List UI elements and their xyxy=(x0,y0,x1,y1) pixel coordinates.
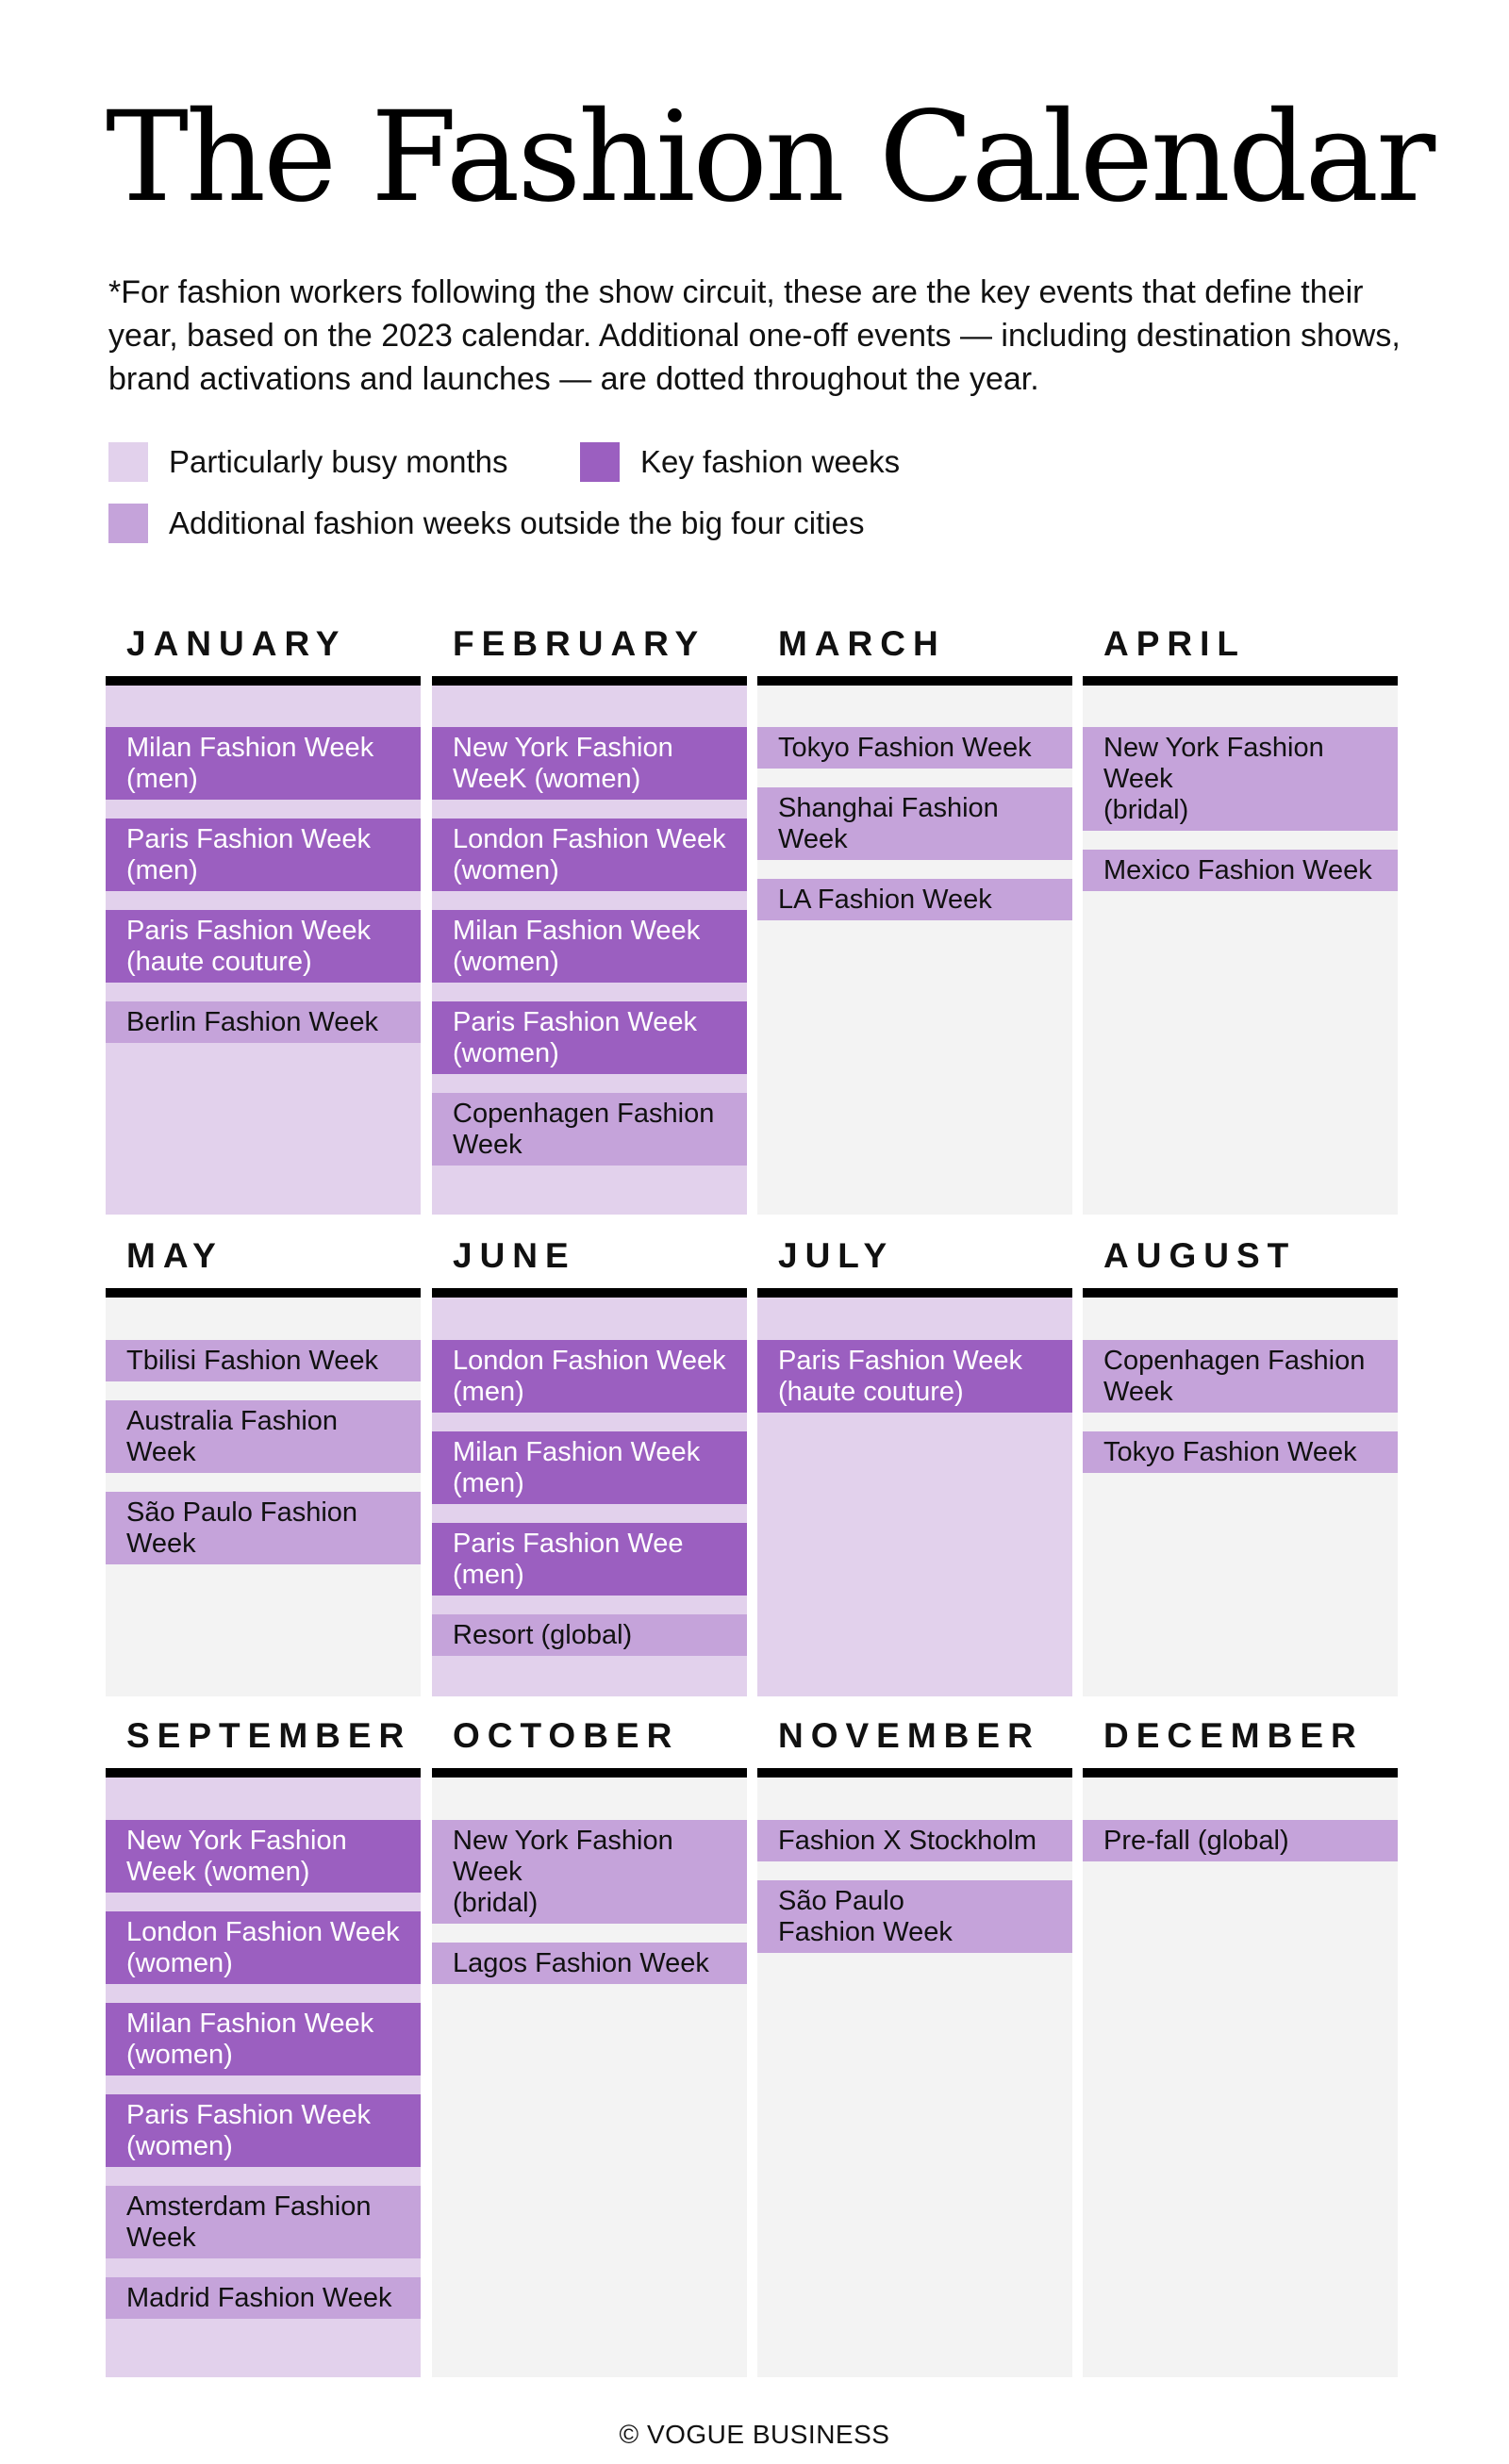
event-label: Fashion X Stockholm xyxy=(778,1826,1037,1856)
key-fashion-week xyxy=(432,910,747,983)
legend-busy xyxy=(108,443,507,481)
key-fashion-week xyxy=(106,819,421,891)
legend-busy-label: Particularly busy months xyxy=(169,444,508,479)
month-march xyxy=(757,624,1072,1215)
month-title: NOVEMBER xyxy=(778,1716,1040,1755)
month-may xyxy=(106,1236,421,1696)
event-label: London Fashion Week (women) xyxy=(453,824,726,885)
key-fashion-week xyxy=(432,1523,747,1596)
additional-fashion-week xyxy=(106,1492,421,1564)
event-label: Milan Fashion Week (women) xyxy=(126,2009,374,2070)
month-body xyxy=(106,1778,421,2377)
month-title: JUNE xyxy=(453,1236,576,1275)
key-fashion-week xyxy=(106,1911,421,1984)
legend-key-label: Key fashion weeks xyxy=(640,444,901,479)
key-fashion-week xyxy=(106,727,421,800)
month-body xyxy=(432,1298,747,1696)
month-title: AUGUST xyxy=(1103,1236,1297,1275)
key-fashion-week xyxy=(432,819,747,891)
month-title: JULY xyxy=(778,1236,895,1275)
legend-additional-label: Additional fashion weeks outside the big four cities xyxy=(169,505,865,540)
event-label: Pre-fall (global) xyxy=(1103,1826,1289,1856)
key-fashion-week xyxy=(106,2094,421,2167)
month-august xyxy=(1083,1236,1398,1696)
intro-text: *For fashion workers following the show circuit, these are the key events that define their year, based on the 2023 calendar. Additional one-off events — including destination shows, brand activations and launches — are dotted throughout the year. xyxy=(108,274,1401,397)
event-list xyxy=(106,727,421,1062)
event-label: London Fashion Week (women) xyxy=(126,1917,400,1978)
additional-fashion-week xyxy=(757,1880,1072,1953)
event-label: New York Fashion Week (bridal) xyxy=(453,1826,673,1918)
month-title: OCTOBER xyxy=(453,1716,680,1755)
legend-additional-swatch xyxy=(108,504,148,543)
month-rule xyxy=(432,676,747,686)
event-label: Resort (global) xyxy=(453,1620,633,1650)
month-rule xyxy=(106,1288,421,1298)
event-label: New York Fashion WeeK (women) xyxy=(453,733,673,794)
event-list xyxy=(432,727,747,1184)
month-body xyxy=(1083,686,1398,1215)
page-title: The Fashion Calendar xyxy=(106,85,1434,230)
month-june xyxy=(432,1236,747,1696)
month-rule xyxy=(1083,1288,1398,1298)
month-body xyxy=(432,1778,747,2377)
event-list xyxy=(106,1820,421,2338)
event-label: Amsterdam Fashion Week xyxy=(126,2191,372,2253)
month-rule xyxy=(757,1288,1072,1298)
event-label: Milan Fashion Week (women) xyxy=(453,916,701,977)
month-april xyxy=(1083,624,1398,1215)
additional-fashion-week xyxy=(106,1400,421,1473)
event-label: Copenhagen Fashion Week xyxy=(1103,1346,1366,1407)
legend-busy-swatch xyxy=(108,442,148,482)
additional-fashion-week xyxy=(432,1093,747,1166)
month-title: JANUARY xyxy=(126,624,347,663)
event-label: Berlin Fashion Week xyxy=(126,1007,379,1037)
month-body xyxy=(757,1778,1072,2377)
month-september xyxy=(106,1716,421,2377)
event-list xyxy=(757,727,1072,939)
month-title: DECEMBER xyxy=(1103,1716,1364,1755)
key-fashion-week xyxy=(106,1820,421,1893)
month-rule xyxy=(106,676,421,686)
event-list xyxy=(1083,1340,1398,1492)
additional-fashion-week xyxy=(757,879,1072,920)
legend-key xyxy=(580,443,900,481)
month-body xyxy=(757,1298,1072,1696)
month-july xyxy=(757,1236,1072,1696)
event-label: London Fashion Week (men) xyxy=(453,1346,726,1407)
event-list xyxy=(106,1340,421,1583)
additional-fashion-week xyxy=(106,1340,421,1381)
month-rule xyxy=(106,1768,421,1778)
key-fashion-week xyxy=(432,1001,747,1074)
event-label: LA Fashion Week xyxy=(778,885,992,915)
month-title: FEBRUARY xyxy=(453,624,706,663)
key-fashion-week xyxy=(432,1340,747,1413)
month-february xyxy=(432,624,747,1215)
month-november xyxy=(757,1716,1072,2377)
legend-additional xyxy=(108,504,864,542)
event-label: Tokyo Fashion Week xyxy=(1103,1437,1357,1467)
event-list xyxy=(757,1340,1072,1431)
event-label: New York Fashion Week (bridal) xyxy=(1103,733,1324,825)
additional-fashion-week xyxy=(757,727,1072,769)
event-label: Paris Fashion Week (haute couture) xyxy=(778,1346,1022,1407)
month-title: MAY xyxy=(126,1236,224,1275)
month-body xyxy=(432,686,747,1215)
key-fashion-week xyxy=(432,1431,747,1504)
event-list xyxy=(1083,727,1398,910)
additional-fashion-week xyxy=(432,1614,747,1656)
month-rule xyxy=(757,676,1072,686)
event-label: Australia Fashion Week xyxy=(126,1406,339,1467)
event-label: Tbilisi Fashion Week xyxy=(126,1346,379,1376)
event-list xyxy=(757,1820,1072,1972)
month-body xyxy=(757,686,1072,1215)
additional-fashion-week xyxy=(106,2186,421,2258)
event-label: New York Fashion Week (women) xyxy=(126,1826,347,1887)
key-fashion-week xyxy=(757,1340,1072,1413)
additional-fashion-week xyxy=(1083,850,1398,891)
month-body xyxy=(106,686,421,1215)
key-fashion-week xyxy=(106,910,421,983)
footer-credit: © VOGUE BUSINESS xyxy=(619,2420,890,2449)
event-label: Copenhagen Fashion Week xyxy=(453,1099,715,1160)
additional-fashion-week xyxy=(757,1820,1072,1861)
event-list xyxy=(1083,1820,1398,1880)
month-october xyxy=(432,1716,747,2377)
additional-fashion-week xyxy=(1083,1820,1398,1861)
additional-fashion-week xyxy=(432,1820,747,1924)
event-list xyxy=(432,1340,747,1675)
event-label: São Paulo Fashion Week xyxy=(778,1886,953,1947)
event-list xyxy=(432,1820,747,2003)
month-body xyxy=(106,1298,421,1696)
additional-fashion-week xyxy=(1083,727,1398,831)
month-rule xyxy=(1083,1768,1398,1778)
month-rule xyxy=(432,1288,747,1298)
event-label: Tokyo Fashion Week xyxy=(778,733,1032,763)
event-label: Paris Fashion Wee (men) xyxy=(453,1529,684,1590)
event-label: Shanghai Fashion Week xyxy=(778,793,999,854)
month-title: MARCH xyxy=(778,624,946,663)
event-label: Paris Fashion Week (women) xyxy=(453,1007,697,1068)
event-label: Paris Fashion Week (men) xyxy=(126,824,371,885)
key-fashion-week xyxy=(432,727,747,800)
additional-fashion-week xyxy=(1083,1431,1398,1473)
event-label: Milan Fashion Week (men) xyxy=(126,733,374,794)
legend-key-swatch xyxy=(580,442,620,482)
event-label: Madrid Fashion Week xyxy=(126,2283,392,2313)
event-label: Lagos Fashion Week xyxy=(453,1948,709,1978)
additional-fashion-week xyxy=(106,2277,421,2319)
month-rule xyxy=(757,1768,1072,1778)
event-label: Mexico Fashion Week xyxy=(1103,855,1372,885)
month-december xyxy=(1083,1716,1398,2377)
additional-fashion-week xyxy=(106,1001,421,1043)
month-title: APRIL xyxy=(1103,624,1246,663)
additional-fashion-week xyxy=(1083,1340,1398,1413)
month-body xyxy=(1083,1778,1398,2377)
additional-fashion-week xyxy=(432,1943,747,1984)
key-fashion-week xyxy=(106,2003,421,2075)
event-label: Milan Fashion Week (men) xyxy=(453,1437,701,1498)
month-rule xyxy=(432,1768,747,1778)
event-label: Paris Fashion Week (women) xyxy=(126,2100,371,2161)
month-january xyxy=(106,624,421,1215)
additional-fashion-week xyxy=(757,787,1072,860)
month-body xyxy=(1083,1298,1398,1696)
month-rule xyxy=(1083,676,1398,686)
event-label: Paris Fashion Week (haute couture) xyxy=(126,916,371,977)
month-title: SEPTEMBER xyxy=(126,1716,412,1755)
event-label: São Paulo Fashion Week xyxy=(126,1497,358,1559)
